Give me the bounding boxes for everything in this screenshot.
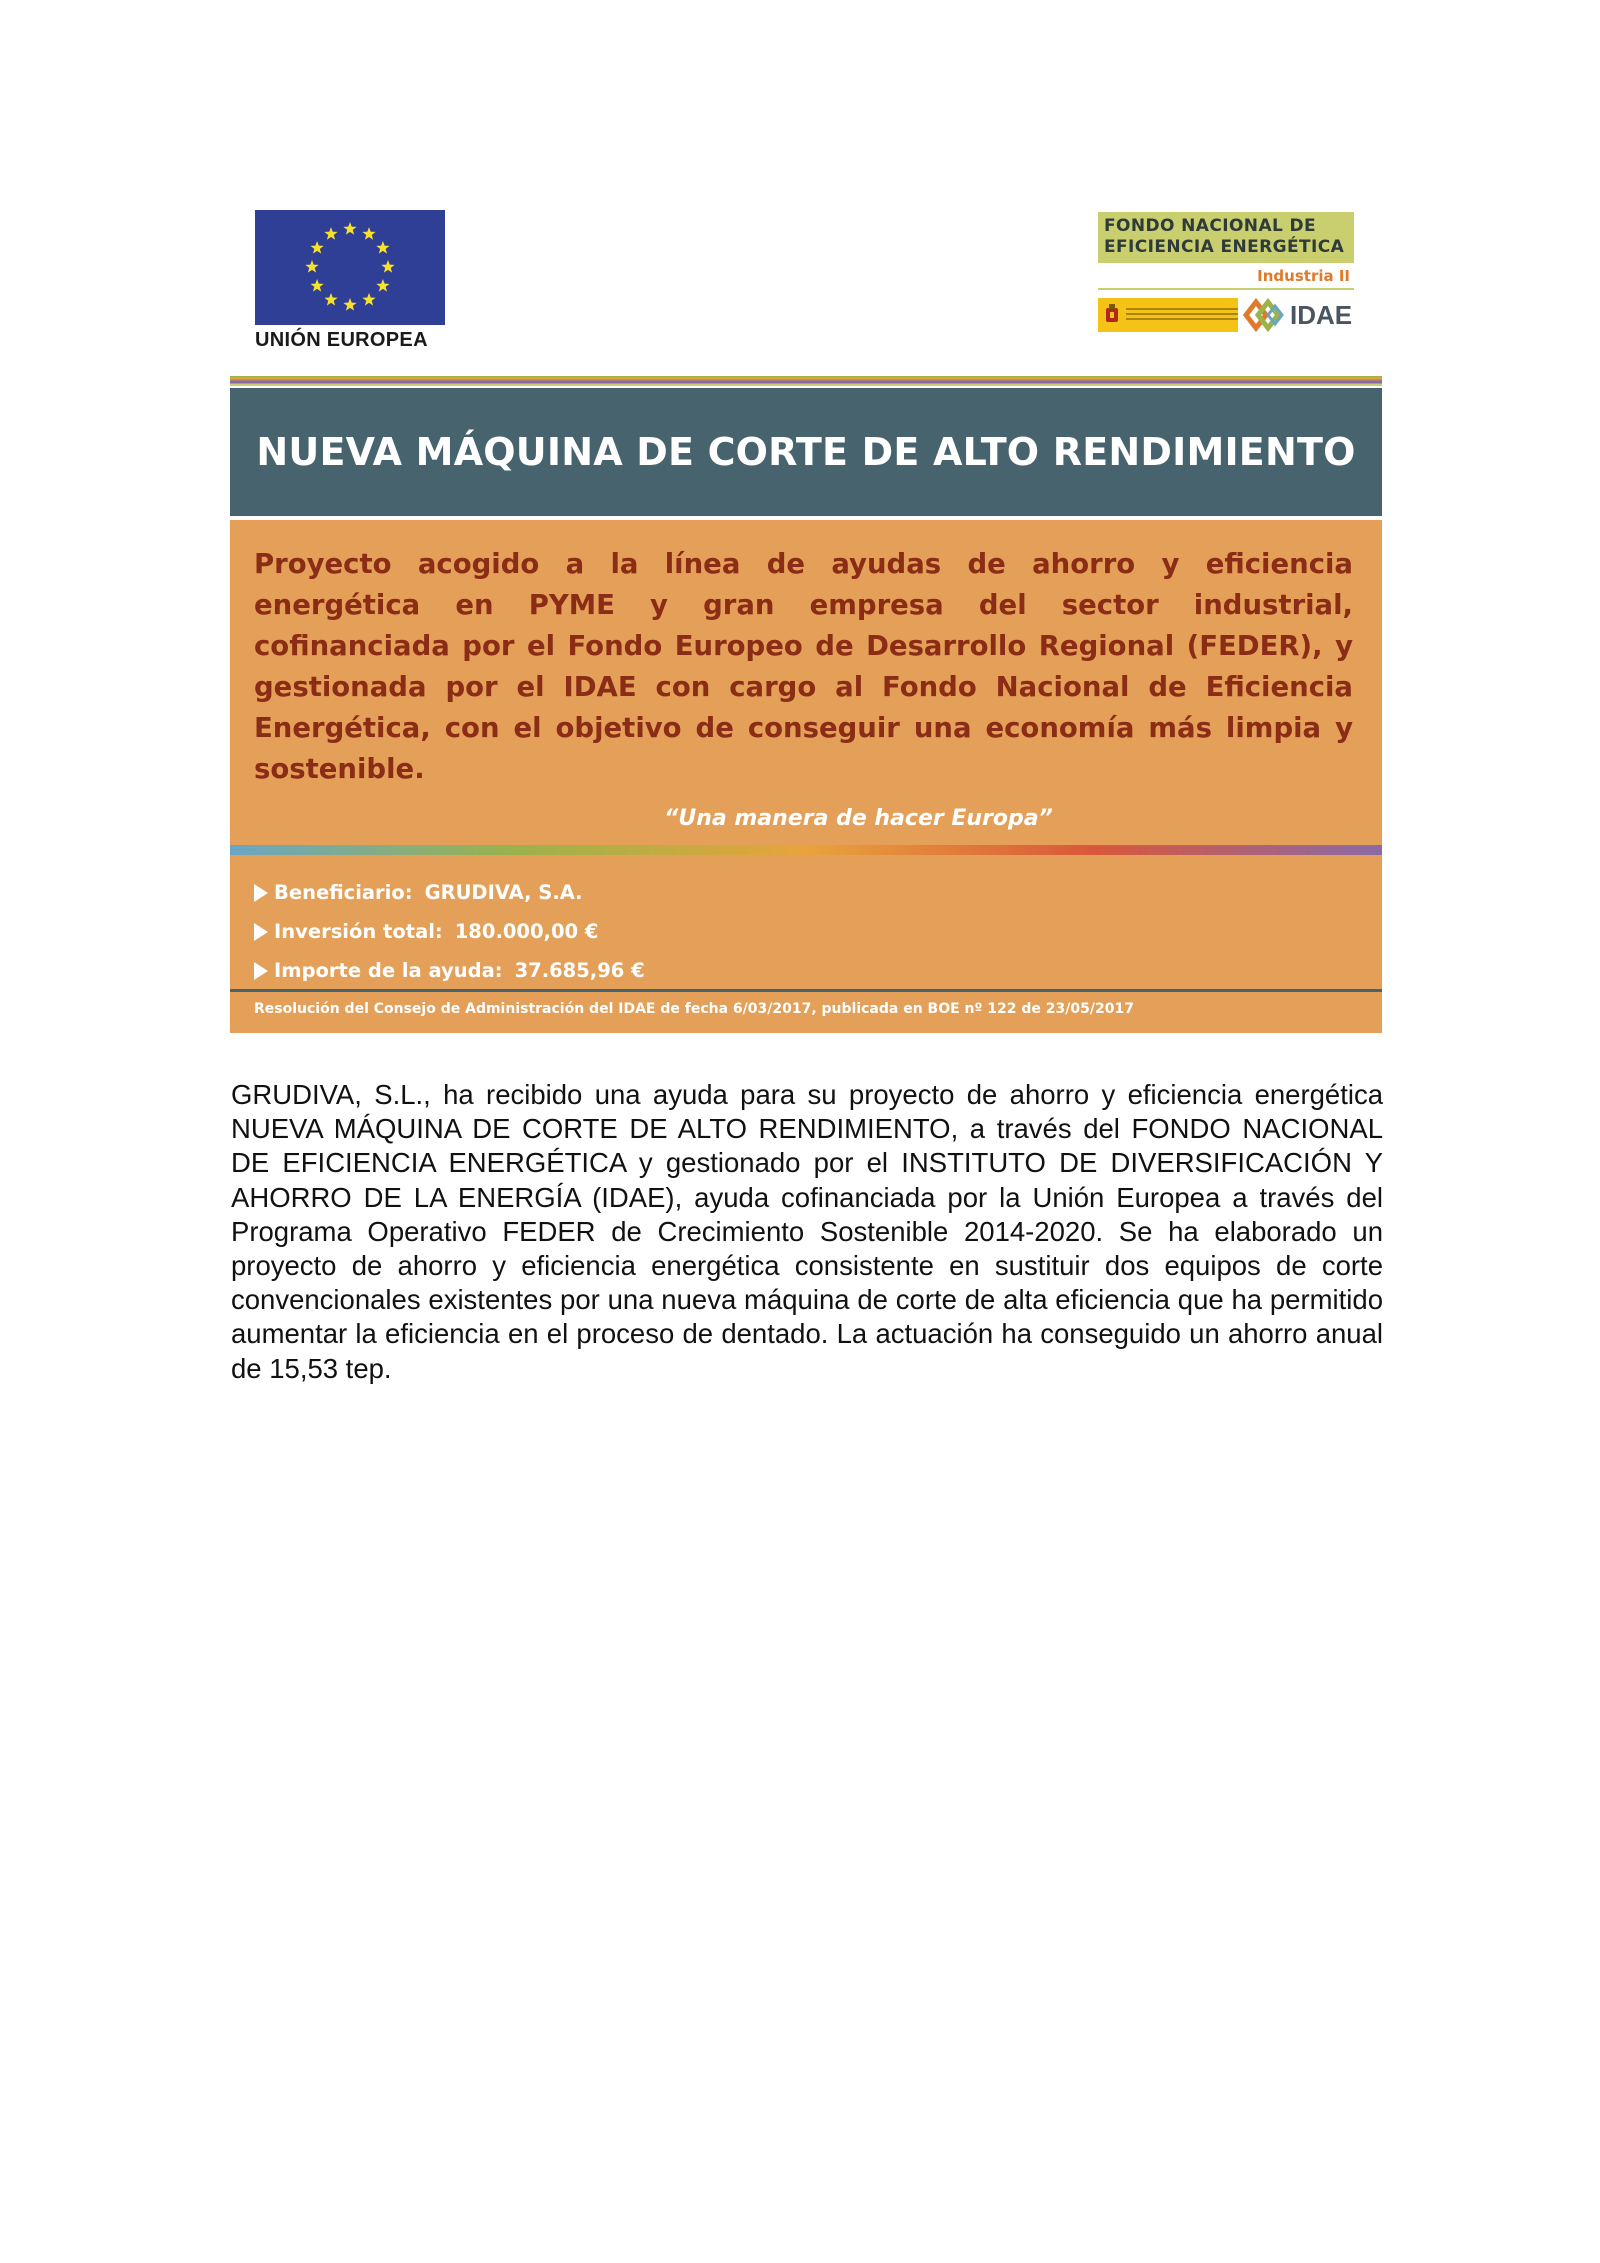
government-logo-text-lines	[1126, 308, 1238, 322]
fnee-bottom-row	[1098, 296, 1354, 334]
info-value: 180.000,00 €	[454, 920, 599, 943]
info-label: Inversión total:	[274, 920, 443, 943]
info-divider	[230, 989, 1382, 992]
info-row-aid-amount	[254, 951, 1358, 990]
fnee-title	[1098, 212, 1354, 263]
fnee-title-line1: FONDO NACIONAL DE	[1104, 216, 1317, 236]
fnee-logo	[1098, 212, 1354, 334]
fnee-title-line2: EFICIENCIA ENERGÉTICA	[1104, 237, 1345, 257]
idae-logo-text: IDAE	[1290, 299, 1353, 330]
government-logo	[1098, 298, 1238, 332]
eu-flag-icon	[255, 210, 445, 325]
info-value: GRUDIVA, S.A.	[424, 881, 583, 904]
eu-logo-text: UNIÓN EUROPEA	[255, 329, 428, 351]
arrow-right-icon	[254, 923, 268, 941]
resolution-note: Resolución del Consejo de Administración del IDAE de fecha 6/03/2017, publicada en BOE nº 122 de 23/05/2017	[254, 1001, 1134, 1017]
info-label: Importe de la ayuda:	[274, 959, 503, 982]
info-row-total-investment	[254, 912, 1358, 951]
banner-top-stripe	[230, 376, 1382, 386]
arrow-right-icon	[254, 962, 268, 980]
body-paragraph: GRUDIVA, S.L., ha recibido una ayuda para su proyecto de ahorro y eficiencia energética NUEVA MÁQUINA DE CORTE DE ALTO RENDIMIENTO, a través del FONDO NACIONAL DE EFICIENCIA ENERGÉTICA y gestionado por el INSTITUTO DE DIVERSIFICACIÓN Y AHORRO DE LA ENERGÍA (IDAE), ayuda cofinanciada por la Unión Europea a través del Programa Operativo FEDER de Crecimiento Sostenible 2014-2020. Se ha elaborado un proyecto de ahorro y eficiencia energética consistente en sustituir dos equipos de corte convencionales existentes por una nueva máquina de corte de alta eficiencia que ha permitido aumentar la eficiencia en el proceso de dentado. La actuación ha conseguido un ahorro anual de 15,53 tep.	[231, 1079, 1383, 1384]
arrow-right-icon	[254, 884, 268, 902]
eu-logo	[255, 210, 450, 352]
project-banner	[230, 376, 1382, 1033]
idae-mark-icon	[1242, 298, 1288, 332]
banner-description-box	[230, 520, 1382, 845]
banner-info-box	[230, 855, 1382, 1033]
info-row-beneficiary	[254, 873, 1358, 912]
info-label: Beneficiario:	[274, 881, 413, 904]
spain-crest-icon	[1104, 304, 1120, 326]
fnee-subtitle: Industria II	[1098, 267, 1354, 290]
banner-middle-stripe	[230, 845, 1382, 855]
banner-title-box	[230, 388, 1382, 516]
banner-motto: “Una manera de hacer Europa”	[664, 806, 1053, 831]
banner-title: NUEVA MÁQUINA DE CORTE DE ALTO RENDIMIENTO	[256, 430, 1356, 474]
banner-description: Proyecto acogido a la línea de ayudas de ahorro y eficiencia energética en PYME y gran empresa del sector industrial, cofinanciada por el Fondo Europeo de Desarrollo Regional (FEDER), y gestionada por el IDAE con cargo al Fondo Nacional de Eficiencia Energética, con el objetivo de conseguir una economía más limpia y sostenible.	[254, 548, 1353, 785]
info-value: 37.685,96 €	[514, 959, 645, 982]
